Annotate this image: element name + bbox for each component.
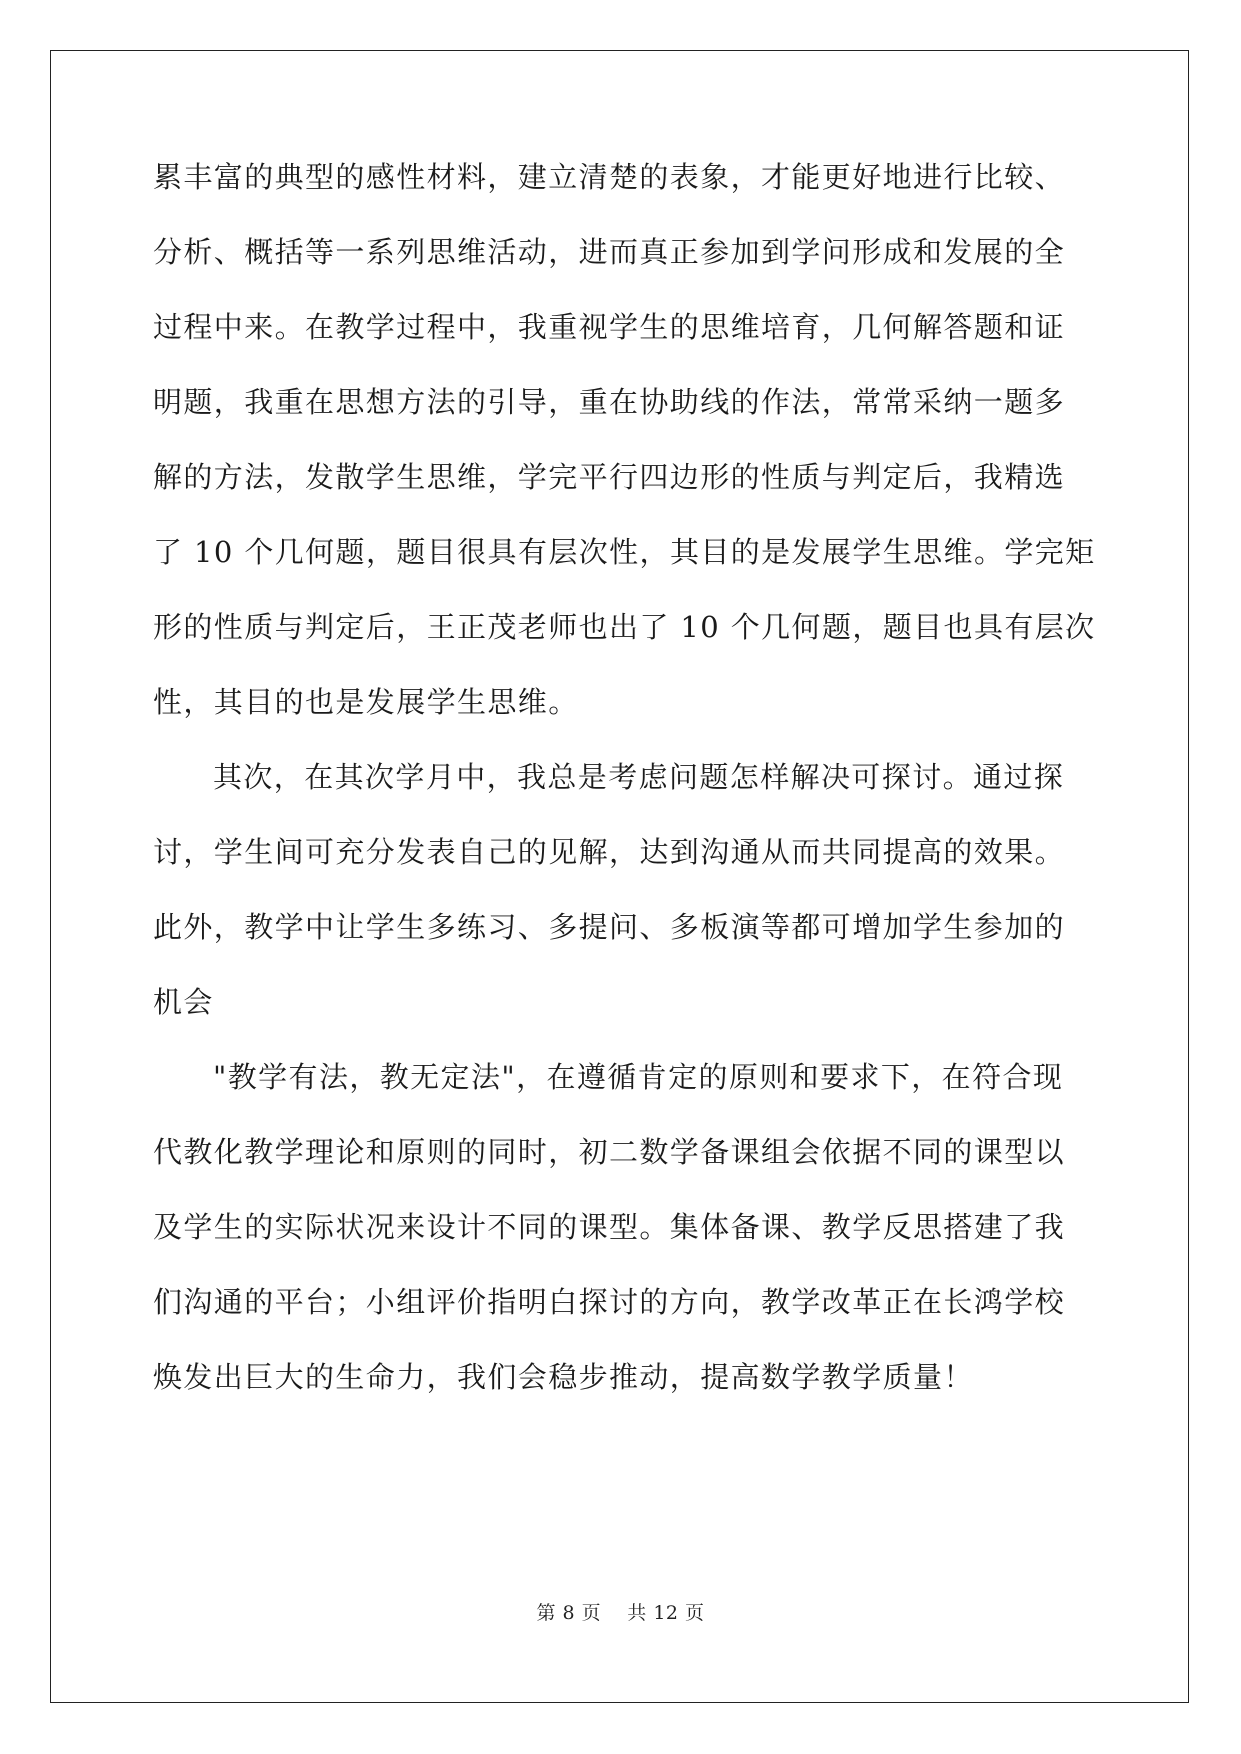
text-line: 明题，我重在思想方法的引导，重在协助线的作法，常常采纳一题多 xyxy=(153,385,1066,419)
text-line: 过程中来。在教学过程中，我重视学生的思维培育，几何解答题和证 xyxy=(153,310,1066,344)
text-line: 焕发出巨大的生命力，我们会稳步推动，提高数学教学质量！ xyxy=(153,1360,974,1394)
text-line: 了 10 个几何题，题目很具有层次性，其目的是发展学生思维。学完矩 xyxy=(153,535,1096,569)
text-line: "教学有法，教无定法"，在遵循肯定的原则和要求下，在符合现 xyxy=(213,1060,1064,1094)
text-line: 解的方法，发散学生思维，学完平行四边形的性质与判定后，我精选 xyxy=(153,460,1066,494)
text-line: 性，其目的也是发展学生思维。 xyxy=(153,685,579,719)
text-line: 累丰富的典型的感性材料，建立清楚的表象，才能更好地进行比较、 xyxy=(153,160,1066,194)
paragraph-1 xyxy=(153,140,1096,740)
text-line: 机会 xyxy=(153,985,214,1019)
text-line: 此外，教学中让学生多练习、多提问、多板演等都可增加学生参加的 xyxy=(153,910,1066,944)
text-line: 代教化教学理论和原则的同时，初二数学备课组会依据不同的课型以 xyxy=(153,1135,1066,1169)
paragraph-3 xyxy=(153,1040,1091,1415)
text-line: 及学生的实际状况来设计不同的课型。集体备课、教学反思搭建了我 xyxy=(153,1210,1066,1244)
paragraph-2 xyxy=(153,740,1091,1040)
text-line: 其次，在其次学月中，我总是考虑问题怎样解决可探讨。通过探 xyxy=(213,760,1065,794)
text-line: 讨，学生间可充分发表自己的见解，达到沟通从而共同提高的效果。 xyxy=(153,835,1066,869)
text-line: 形的性质与判定后，王正茂老师也出了 10 个几何题，题目也具有层次 xyxy=(153,610,1096,644)
text-line: 们沟通的平台；小组评价指明白探讨的方向，教学改革正在长鸿学校 xyxy=(153,1285,1066,1319)
text-line: 分析、概括等一系列思维活动，进而真正参加到学问形成和发展的全 xyxy=(153,235,1066,269)
document-body xyxy=(153,140,1096,1415)
page-number-label: 第 8 页 共 12 页 xyxy=(536,1602,705,1624)
page-footer xyxy=(0,1598,1241,1625)
